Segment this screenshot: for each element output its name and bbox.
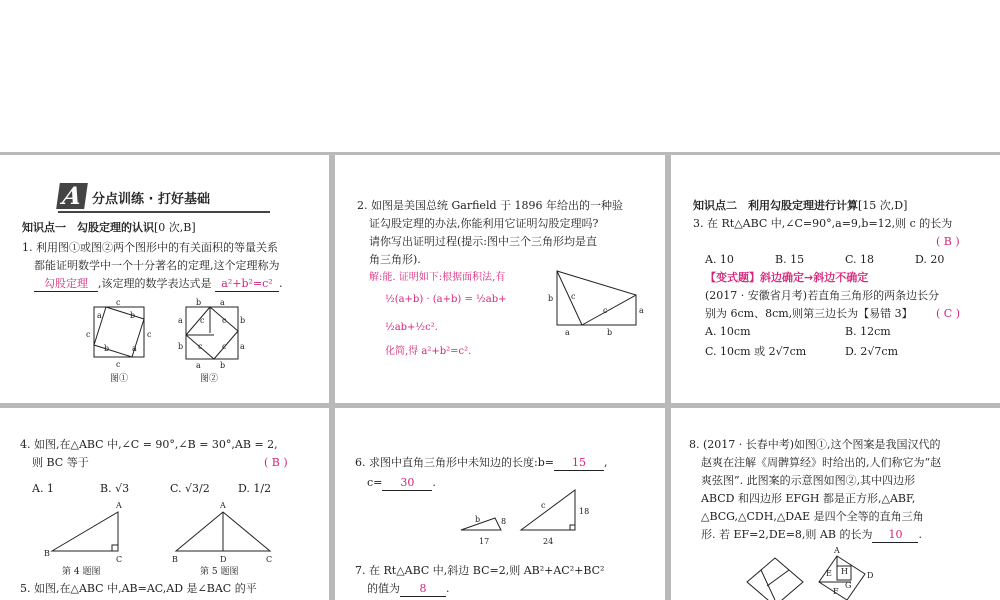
variant-line1: (2017 · 安徽省月考)若直角三角形的两条边长分 (705, 289, 940, 302)
fig2-caption: 图② (200, 374, 219, 384)
q7-line2: 的值为 8 . (367, 582, 450, 595)
fig2-label-c3: c (198, 342, 203, 351)
garfield-label-a2: a (565, 328, 570, 337)
fig6-label-8: 8 (501, 517, 507, 526)
variant-option-d: D. 2√7cm (845, 345, 899, 358)
q3-option-a: A. 10 (705, 253, 734, 266)
fig2-label-b2: b (240, 316, 246, 325)
q1-answer-formula: a²+b²=c² (215, 277, 279, 292)
q1-line3: 勾股定理 ,该定理的数学表达式是 a²+b²=c² . (34, 277, 283, 292)
q5-line1: 5. 如图,在△ABC 中,AB=AC,AD 是∠BAC 的平 (20, 582, 257, 595)
fig4-label-A: A (116, 501, 122, 510)
fig5-label-C: C (266, 555, 273, 564)
solution-line2: ½(a+b) · (a+b) = ½ab+ (385, 294, 507, 305)
fig2-label-b: b (196, 298, 202, 307)
fig4-label-B: B (44, 549, 50, 558)
q1-line1: 1. 利用图①或图②两个图形中的有关面积的等量关系 (22, 241, 278, 254)
fig8-label-E: E (826, 569, 832, 578)
q3-option-c: C. 18 (845, 253, 875, 266)
fig6-label-24: 24 (543, 537, 554, 546)
variant-option-a: A. 10cm (705, 325, 751, 338)
fig2-label-a2: a (178, 316, 183, 325)
q8-line3: 爽弦图”. 此图案的示意图如图②,其中四边形 (701, 474, 916, 487)
garfield-label-b2: b (607, 328, 613, 337)
fig1-label-c3: c (147, 330, 152, 339)
variant-answer: ( C ) (936, 307, 960, 320)
q8-line1: 8. (2017 · 长春中考)如图①,这个图案是我国汉代的 (689, 438, 941, 451)
figure-2 (178, 298, 245, 384)
fig1-label-b2: b (104, 344, 110, 353)
q4-option-a: A. 1 (32, 482, 54, 495)
fig1-label-a: a (97, 311, 102, 320)
fig1-label-c2: c (86, 330, 91, 339)
fig2-label-a4: a (196, 361, 201, 370)
q2-line1: 2. 如图是美国总统 Garfield 于 1896 年给出的一种验 (357, 199, 623, 212)
garfield-trapezoid-figure (335, 155, 665, 403)
zhao-shuang-figures (671, 408, 1000, 600)
variant-option-c: C. 10cm 或 2√7cm (705, 345, 807, 358)
fig2-label-a: a (220, 298, 225, 307)
fig2-label-a3: a (240, 342, 245, 351)
section-heading: 知识点一 勾股定理的认识[0 次,B] (22, 221, 196, 234)
q3-answer: ( B ) (936, 235, 960, 248)
q2-line3: 请你写出证明过程(提示:图中三个三角形均是直 (369, 235, 597, 248)
top-blank-area (0, 0, 1000, 152)
section-a-badge: A (56, 183, 88, 209)
q4-answer: ( B ) (264, 456, 288, 469)
fig2-label-c2: c (222, 316, 227, 325)
q6-answer-c: 30 (382, 476, 432, 491)
q2-line2: 证勾股定理的办法,你能利用它证明勾股定理吗? (369, 217, 599, 230)
figure-5 (172, 501, 272, 577)
fig8-label-A: A (834, 546, 840, 555)
fig2-label-c4: c (222, 342, 227, 351)
fig4-caption: 第 4 题图 (62, 567, 101, 577)
section-heading-2: 知识点二 利用勾股定理进行计算[15 次,D] (693, 199, 908, 212)
q6-answer-b: 15 (554, 456, 604, 471)
q3-option-d: D. 20 (915, 253, 945, 266)
fig2-label-c: c (200, 316, 205, 325)
panel-question-2 (335, 155, 665, 403)
q8-answer: 10 (872, 528, 918, 543)
q1-answer-name: 勾股定理 (34, 277, 98, 292)
q4-option-d: D. 1/2 (238, 482, 272, 495)
q1-line2: 都能证明数学中一个十分著名的定理,这个定理称为 (34, 259, 280, 272)
q8-line5: △BCG,△CDH,△DAE 是四个全等的直角三角 (701, 510, 924, 523)
q6-line2: c= 30 . (367, 476, 436, 489)
panel-knowledge-point-2 (671, 155, 1000, 403)
q7-line1: 7. 在 Rt△ABC 中,斜边 BC=2,则 AB²+AC²+BC² (355, 564, 605, 577)
fig2-label-b3: b (178, 342, 184, 351)
figure-8-diagram (819, 546, 873, 600)
panel-questions-6-7 (335, 408, 665, 600)
fig8-label-H: H (841, 567, 848, 576)
fig5-caption: 第 5 题图 (200, 567, 239, 577)
garfield-label-a: a (639, 306, 644, 315)
q4-option-c: C. √3/2 (170, 482, 210, 495)
q4-line1: 4. 如图,在△ABC 中,∠C = 90°,∠B = 30°,AB = 2, (20, 438, 278, 451)
small-triangle (461, 515, 506, 546)
q4-line2: 则 BC 等于 (32, 456, 89, 469)
solution-line3: ½ab+½c². (385, 322, 438, 333)
fig1-label-c: c (116, 298, 121, 307)
fig8-label-G: G (845, 581, 852, 590)
figure-1-and-2 (0, 155, 329, 403)
fig6-label-b: b (475, 515, 481, 524)
variant-label: 【变式题】斜边确定→斜边不确定 (705, 271, 869, 284)
fig2-label-b4: b (220, 361, 226, 370)
garfield-label-b: b (548, 294, 554, 303)
figure-4 (44, 501, 122, 577)
fig1-label-b: b (130, 311, 136, 320)
garfield-label-c: c (571, 292, 576, 301)
fig1-label-c4: c (116, 360, 121, 369)
q8-line4: ABCD 和四边形 EFGH 都是正方形,△ABF, (701, 492, 916, 505)
fig1-caption: 图① (110, 374, 129, 384)
panel-knowledge-point-1 (0, 155, 329, 403)
fig5-label-D: D (220, 555, 227, 564)
figures-4-5 (0, 408, 329, 600)
garfield-label-c2: c (603, 306, 608, 315)
figure-8-pattern (747, 558, 803, 600)
q3-option-b: B. 15 (775, 253, 805, 266)
solution-line1: 解:能. 证明如下:根据面积法,有 (369, 272, 506, 283)
q4-option-b: B. √3 (100, 482, 130, 495)
q8-line2: 赵爽在注解《周髀算经》时给出的,人们称它为“赵 (701, 456, 942, 469)
solution-line4: 化简,得 a²+b²=c². (385, 346, 472, 357)
fig6-label-18: 18 (579, 507, 590, 516)
fig5-label-B: B (172, 555, 178, 564)
fig6-label-c: c (541, 501, 546, 510)
q3-line1: 3. 在 Rt△ABC 中,∠C=90°,a=9,b=12,则 c 的长为 (693, 217, 953, 230)
fig5-label-A: A (220, 501, 226, 510)
figure-1 (86, 298, 152, 384)
fig1-label-a2: a (132, 344, 137, 353)
fig8-label-F: F (833, 587, 839, 596)
q2-line4: 角三角形). (369, 253, 421, 266)
panel-questions-4-5 (0, 408, 329, 600)
variant-option-b: B. 12cm (845, 325, 891, 338)
fig8-label-D: D (867, 571, 874, 580)
q6-line1: 6. 求图中直角三角形中未知边的长度:b= 15 , (355, 456, 608, 469)
q8-line6: 形. 若 EF=2,DE=8,则 AB 的长为 10 . (701, 528, 922, 541)
panel-question-8 (671, 408, 1000, 600)
large-triangle (521, 490, 589, 546)
banner-title: 分点训练 · 打好基础 (92, 192, 210, 207)
variant-line2: 别为 6cm、8cm,则第三边长为【易错 3】 (705, 307, 913, 320)
fig6-label-17: 17 (479, 537, 490, 546)
fig4-label-C: C (116, 555, 123, 564)
q7-answer: 8 (400, 582, 446, 597)
